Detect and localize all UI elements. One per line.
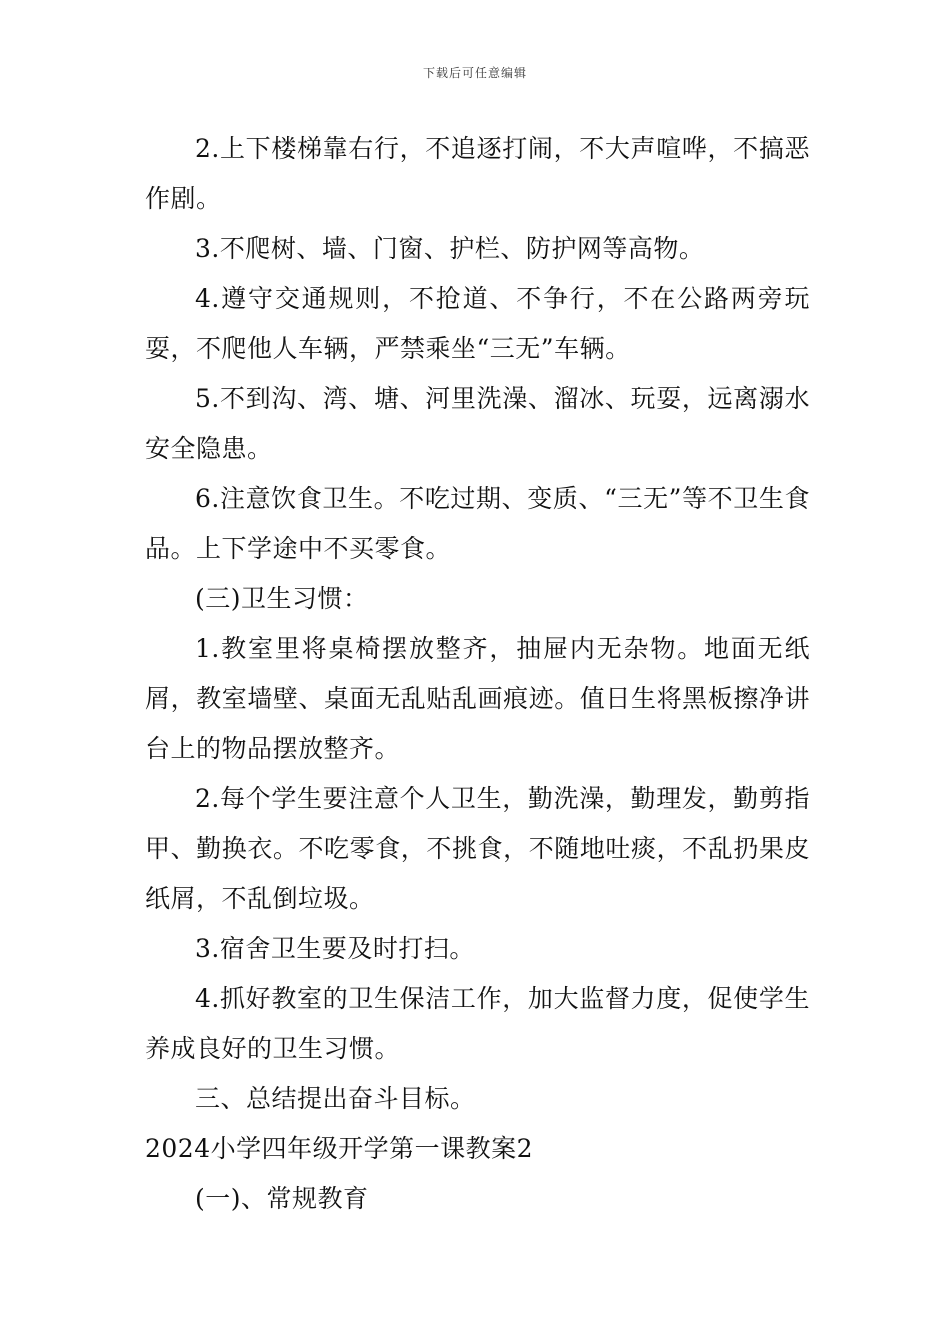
paragraph-dorm-cleaning: 3.宿舍卫生要及时打扫。 — [195, 934, 475, 963]
section-heading-routine-education: (一)、常规教育 — [195, 1184, 369, 1213]
paragraph-food-hygiene-rule: 6.注意饮食卫生。不吃过期、变质、“三无”等不卫生食品。上下学途中不买零食。 — [145, 484, 810, 563]
paragraph-stairs-rule: 2.上下楼梯靠右行，不追逐打闹，不大声喧哗，不搞恶作剧。 — [145, 134, 810, 213]
paragraph-water-safety-rule: 5.不到沟、湾、塘、河里洗澡、溜冰、玩耍，远离溺水安全隐患。 — [145, 384, 810, 463]
document-body — [145, 124, 810, 1224]
document-title: 2024小学四年级开学第一课教案2 — [145, 1134, 534, 1163]
page-header: 下载后可任意编辑 — [422, 66, 527, 80]
paragraph-classroom-cleaning: 4.抓好教室的卫生保洁工作，加大监督力度，促使学生养成良好的卫生习惯。 — [145, 984, 810, 1063]
paragraph-climbing-rule: 3.不爬树、墙、门窗、护栏、防护网等高物。 — [195, 234, 705, 263]
section-heading-hygiene-habits: (三)卫生习惯： — [195, 584, 369, 613]
paragraph-traffic-rule: 4.遵守交通规则，不抢道、不争行，不在公路两旁玩耍，不爬他人车辆，严禁乘坐“三无”车辆。 — [145, 284, 810, 363]
section-heading-summary: 三、总结提出奋斗目标。 — [195, 1084, 476, 1113]
paragraph-personal-hygiene: 2.每个学生要注意个人卫生，勤洗澡，勤理发，勤剪指甲、勤换衣。不吃零食，不挑食，不随地吐痰，不乱扔果皮纸屑，不乱倒垃圾。 — [145, 784, 810, 913]
paragraph-classroom-tidy: 1.教室里将桌椅摆放整齐，抽屉内无杂物。地面无纸屑，教室墙壁、桌面无乱贴乱画痕迹。值日生将黑板擦净讲台上的物品摆放整齐。 — [145, 634, 810, 763]
